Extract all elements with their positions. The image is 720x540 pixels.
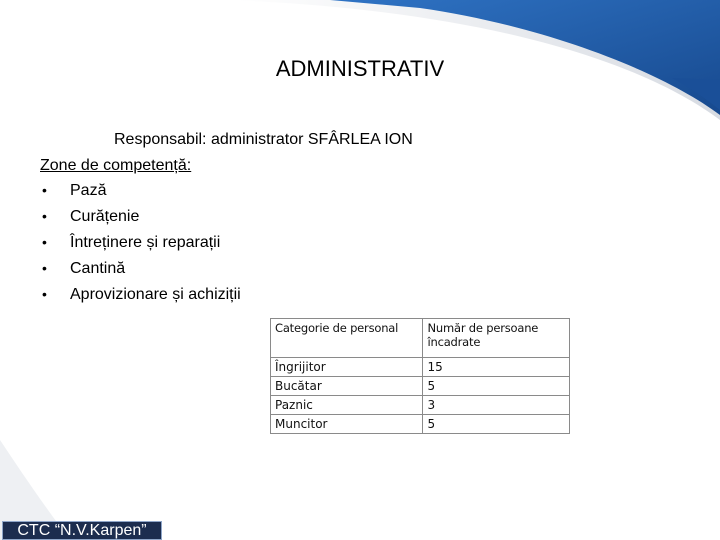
column-header-count: Număr de persoane încadrate bbox=[423, 319, 570, 358]
bullet-icon: • bbox=[42, 208, 47, 224]
table-row bbox=[271, 377, 570, 396]
table-cell: Paznic bbox=[271, 396, 423, 415]
slide-title: ADMINISTRATIV bbox=[275, 56, 445, 81]
zone-heading: Zone de competență: bbox=[40, 157, 192, 174]
footer-label: CTC “N.V.Karpen” bbox=[2, 521, 162, 540]
table-cell: 3 bbox=[423, 396, 570, 415]
table-row bbox=[271, 396, 570, 415]
responsabil-line: Responsabil: administrator SFÂRLEA ION bbox=[114, 131, 413, 148]
column-header-category: Categorie de personal bbox=[271, 319, 423, 358]
table-cell: 5 bbox=[423, 377, 570, 396]
table-cell: Îngrijitor bbox=[271, 358, 423, 377]
bullet-icon: • bbox=[42, 286, 47, 302]
bullet-icon: • bbox=[42, 260, 47, 276]
table-row bbox=[271, 415, 570, 434]
bullet-icon: • bbox=[42, 234, 47, 250]
bullet-icon: • bbox=[42, 182, 47, 198]
table-cell: 5 bbox=[423, 415, 570, 434]
table-header-row bbox=[271, 319, 570, 358]
table-cell: Bucătar bbox=[271, 377, 423, 396]
personnel-table bbox=[270, 318, 570, 434]
table-row bbox=[271, 358, 570, 377]
table-cell: Muncitor bbox=[271, 415, 423, 434]
table-cell: 15 bbox=[423, 358, 570, 377]
